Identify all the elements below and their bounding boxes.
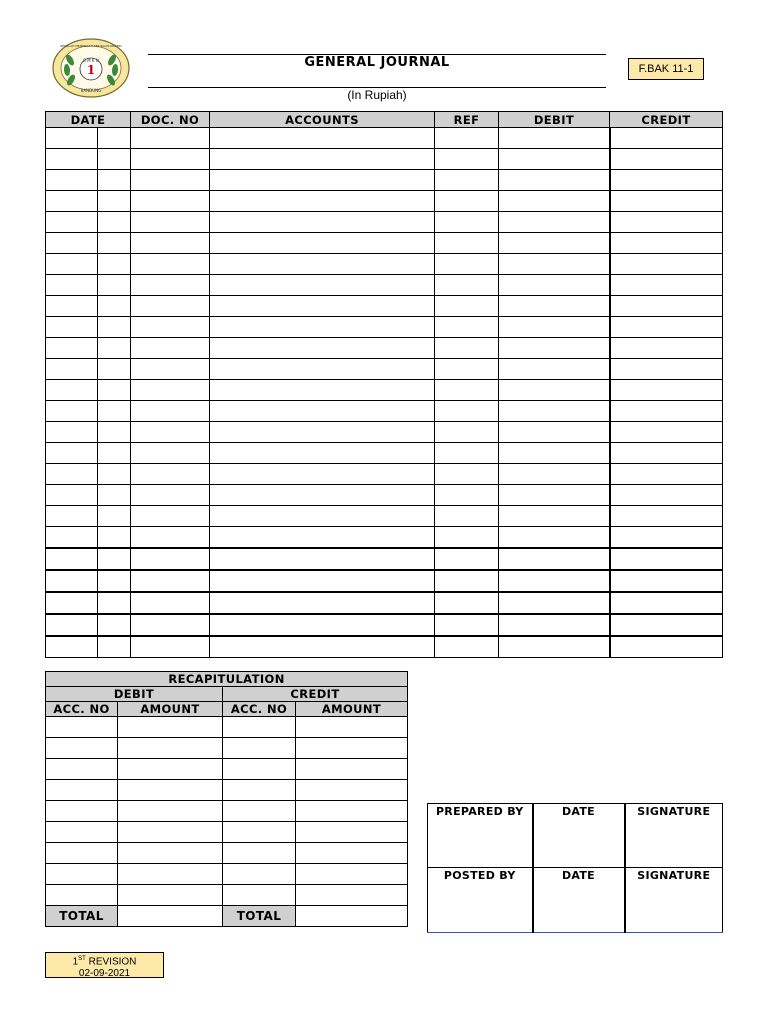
credit-cell[interactable] xyxy=(610,422,723,443)
accounts-cell[interactable] xyxy=(210,275,435,296)
ref-cell[interactable] xyxy=(435,548,499,570)
recap-credit-amount: AMOUNT xyxy=(296,702,408,717)
ref-cell[interactable] xyxy=(435,636,499,658)
doc-no-cell[interactable] xyxy=(131,191,210,212)
debit-amount-cell[interactable] xyxy=(118,864,223,885)
doc-no-cell[interactable] xyxy=(131,527,210,549)
accounts-cell[interactable] xyxy=(210,614,435,636)
journal-row xyxy=(46,275,723,296)
revision-number: 1 xyxy=(72,956,79,968)
debit-cell[interactable] xyxy=(499,570,610,592)
doc-no-cell[interactable] xyxy=(131,592,210,614)
logo-letters: S M K N xyxy=(83,58,99,63)
doc-no-cell[interactable] xyxy=(131,548,210,570)
credit-amount-cell[interactable] xyxy=(296,864,408,885)
ref-cell[interactable] xyxy=(435,464,499,485)
credit-cell[interactable] xyxy=(610,506,723,527)
col-date: DATE xyxy=(46,112,131,128)
doc-no-cell[interactable] xyxy=(131,506,210,527)
date-month-cell[interactable] xyxy=(98,614,131,636)
debit-amount-cell[interactable] xyxy=(118,759,223,780)
journal-row xyxy=(46,296,723,317)
accounts-cell[interactable] xyxy=(210,212,435,233)
doc-no-cell[interactable] xyxy=(131,485,210,506)
date-month-cell[interactable] xyxy=(98,338,131,359)
credit-cell[interactable] xyxy=(610,254,723,275)
journal-row xyxy=(46,464,723,485)
date-month-cell[interactable] xyxy=(98,443,131,464)
date-day-cell[interactable] xyxy=(46,401,98,422)
recap-table xyxy=(45,671,408,927)
ref-cell[interactable] xyxy=(435,212,499,233)
debit-amount-cell[interactable] xyxy=(118,738,223,759)
credit-cell[interactable] xyxy=(610,592,723,614)
date-month-cell[interactable] xyxy=(98,317,131,338)
credit-cell[interactable] xyxy=(610,296,723,317)
accounts-cell[interactable] xyxy=(210,401,435,422)
ref-cell[interactable] xyxy=(435,443,499,464)
accounts-cell[interactable] xyxy=(210,233,435,254)
debit-amount-cell[interactable] xyxy=(118,801,223,822)
recap-total-row xyxy=(46,906,408,927)
credit-acc-no-cell[interactable] xyxy=(223,738,296,759)
recap-row xyxy=(46,801,408,822)
ref-cell[interactable] xyxy=(435,380,499,401)
doc-no-cell[interactable] xyxy=(131,128,210,149)
journal-row xyxy=(46,149,723,170)
credit-acc-no-cell[interactable] xyxy=(223,885,296,906)
ref-cell[interactable] xyxy=(435,506,499,527)
date-day-cell[interactable] xyxy=(46,485,98,506)
date-day-cell[interactable] xyxy=(46,128,98,149)
ref-cell[interactable] xyxy=(435,275,499,296)
debit-acc-no-cell[interactable] xyxy=(46,759,118,780)
journal-row xyxy=(46,422,723,443)
date-month-cell[interactable] xyxy=(98,401,131,422)
debit-acc-no-cell[interactable] xyxy=(46,843,118,864)
journal-row xyxy=(46,485,723,506)
journal-row xyxy=(46,548,723,570)
recap-debit-header: DEBIT xyxy=(46,687,223,702)
date-month-cell[interactable] xyxy=(98,170,131,191)
credit-acc-no-cell[interactable] xyxy=(223,864,296,885)
debit-cell[interactable] xyxy=(499,212,610,233)
doc-no-cell[interactable] xyxy=(131,443,210,464)
accounts-cell[interactable] xyxy=(210,548,435,570)
doc-no-cell[interactable] xyxy=(131,317,210,338)
credit-acc-no-cell[interactable] xyxy=(223,759,296,780)
credit-cell[interactable] xyxy=(610,614,723,636)
date-day-cell[interactable] xyxy=(46,296,98,317)
recap-row xyxy=(46,717,408,738)
accounts-cell[interactable] xyxy=(210,338,435,359)
debit-cell[interactable] xyxy=(499,548,610,570)
recap-row xyxy=(46,843,408,864)
debit-cell[interactable] xyxy=(499,338,610,359)
col-credit: CREDIT xyxy=(610,112,723,128)
date-day-cell[interactable] xyxy=(46,548,98,570)
debit-acc-no-cell[interactable] xyxy=(46,801,118,822)
date-day-cell[interactable] xyxy=(46,212,98,233)
logo-number: 1 xyxy=(86,63,96,77)
revision-badge xyxy=(45,952,164,978)
credit-amount-cell[interactable] xyxy=(296,843,408,864)
credit-acc-no-cell[interactable] xyxy=(223,780,296,801)
recap-total-debit-cell[interactable] xyxy=(118,906,223,927)
debit-acc-no-cell[interactable] xyxy=(46,864,118,885)
journal-row xyxy=(46,191,723,212)
accounts-cell[interactable] xyxy=(210,191,435,212)
debit-cell[interactable] xyxy=(499,401,610,422)
debit-cell[interactable] xyxy=(499,296,610,317)
journal-row xyxy=(46,233,723,254)
journal-row xyxy=(46,506,723,527)
date-month-cell[interactable] xyxy=(98,380,131,401)
ref-cell[interactable] xyxy=(435,614,499,636)
ref-cell[interactable] xyxy=(435,254,499,275)
doc-no-cell[interactable] xyxy=(131,275,210,296)
recap-body xyxy=(46,717,408,906)
ref-cell[interactable] xyxy=(435,359,499,380)
ref-cell[interactable] xyxy=(435,149,499,170)
ref-cell[interactable] xyxy=(435,191,499,212)
journal-row xyxy=(46,401,723,422)
date-month-cell[interactable] xyxy=(98,359,131,380)
ref-cell[interactable] xyxy=(435,485,499,506)
date-month-cell[interactable] xyxy=(98,464,131,485)
debit-cell[interactable] xyxy=(499,527,610,549)
credit-amount-cell[interactable] xyxy=(296,759,408,780)
date-day-cell[interactable] xyxy=(46,338,98,359)
credit-acc-no-cell[interactable] xyxy=(223,822,296,843)
journal-row xyxy=(46,636,723,658)
credit-acc-no-cell[interactable] xyxy=(223,801,296,822)
debit-cell[interactable] xyxy=(499,128,610,149)
accounts-cell[interactable] xyxy=(210,485,435,506)
date-day-cell[interactable] xyxy=(46,359,98,380)
debit-acc-no-cell[interactable] xyxy=(46,822,118,843)
journal-body xyxy=(46,128,723,658)
accounts-cell[interactable] xyxy=(210,317,435,338)
journal-row xyxy=(46,317,723,338)
debit-amount-cell[interactable] xyxy=(118,843,223,864)
date-month-cell[interactable] xyxy=(98,191,131,212)
posted-by-label: POSTED BY xyxy=(428,868,533,933)
doc-no-cell[interactable] xyxy=(131,636,210,658)
accounts-cell[interactable] xyxy=(210,254,435,275)
credit-amount-cell[interactable] xyxy=(296,885,408,906)
date-month-cell[interactable] xyxy=(98,485,131,506)
doc-no-cell[interactable] xyxy=(131,614,210,636)
credit-amount-cell[interactable] xyxy=(296,780,408,801)
ref-cell[interactable] xyxy=(435,401,499,422)
date-month-cell[interactable] xyxy=(98,506,131,527)
ref-cell[interactable] xyxy=(435,592,499,614)
journal-row xyxy=(46,212,723,233)
date-day-cell[interactable] xyxy=(46,380,98,401)
date-day-cell[interactable] xyxy=(46,506,98,527)
doc-no-cell[interactable] xyxy=(131,149,210,170)
accounts-cell[interactable] xyxy=(210,506,435,527)
recap-row xyxy=(46,759,408,780)
date-day-cell[interactable] xyxy=(46,191,98,212)
recap-row xyxy=(46,885,408,906)
date-month-cell[interactable] xyxy=(98,233,131,254)
accounts-cell[interactable] xyxy=(210,149,435,170)
credit-cell[interactable] xyxy=(610,527,723,549)
credit-cell[interactable] xyxy=(610,317,723,338)
revision-suffix: ST xyxy=(78,956,86,962)
debit-cell[interactable] xyxy=(499,317,610,338)
ref-cell[interactable] xyxy=(435,527,499,549)
recap-row xyxy=(46,738,408,759)
col-ref: REF xyxy=(435,112,499,128)
doc-no-cell[interactable] xyxy=(131,254,210,275)
debit-cell[interactable] xyxy=(499,506,610,527)
journal-table xyxy=(45,111,723,658)
accounts-cell[interactable] xyxy=(210,170,435,191)
doc-no-cell[interactable] xyxy=(131,401,210,422)
debit-cell[interactable] xyxy=(499,485,610,506)
journal-row xyxy=(46,527,723,549)
journal-row xyxy=(46,570,723,592)
debit-cell[interactable] xyxy=(499,149,610,170)
journal-row xyxy=(46,380,723,401)
doc-no-cell[interactable] xyxy=(131,233,210,254)
date-month-cell[interactable] xyxy=(98,548,131,570)
doc-no-cell[interactable] xyxy=(131,570,210,592)
prepared-by-label: PREPARED BY xyxy=(428,804,533,868)
date-day-cell[interactable] xyxy=(46,254,98,275)
date-day-cell[interactable] xyxy=(46,527,98,549)
accounts-cell[interactable] xyxy=(210,636,435,658)
date-day-cell[interactable] xyxy=(46,464,98,485)
date-day-cell[interactable] xyxy=(46,592,98,614)
recap-total-label-credit: TOTAL xyxy=(223,906,296,927)
accounts-cell[interactable] xyxy=(210,592,435,614)
ref-cell[interactable] xyxy=(435,317,499,338)
journal-row xyxy=(46,254,723,275)
doc-no-cell[interactable] xyxy=(131,338,210,359)
debit-acc-no-cell[interactable] xyxy=(46,885,118,906)
debit-cell[interactable] xyxy=(499,443,610,464)
posted-signature-label: SIGNATURE xyxy=(625,868,723,933)
date-month-cell[interactable] xyxy=(98,527,131,549)
credit-cell[interactable] xyxy=(610,212,723,233)
debit-cell[interactable] xyxy=(499,464,610,485)
doc-no-cell[interactable] xyxy=(131,170,210,191)
date-day-cell[interactable] xyxy=(46,443,98,464)
page-title: GENERAL JOURNAL xyxy=(304,55,450,70)
date-day-cell[interactable] xyxy=(46,275,98,296)
ref-cell[interactable] xyxy=(435,338,499,359)
date-month-cell[interactable] xyxy=(98,422,131,443)
prepared-date-label: DATE xyxy=(533,804,625,868)
debit-cell[interactable] xyxy=(499,592,610,614)
credit-amount-cell[interactable] xyxy=(296,801,408,822)
date-month-cell[interactable] xyxy=(98,296,131,317)
doc-no-cell[interactable] xyxy=(131,464,210,485)
recap-credit-header: CREDIT xyxy=(223,687,408,702)
form-code-badge: F.BAK 11-1 xyxy=(628,58,704,80)
ref-cell[interactable] xyxy=(435,170,499,191)
recap-total-label-debit: TOTAL xyxy=(46,906,118,927)
journal-row xyxy=(46,359,723,380)
recap-row xyxy=(46,780,408,801)
revision-label: REVISION xyxy=(88,956,137,968)
ref-cell[interactable] xyxy=(435,422,499,443)
journal-row xyxy=(46,614,723,636)
accounts-cell[interactable] xyxy=(210,527,435,549)
logo-ring-text: SEKOLAH MENENGAH KEJURUAN NEGERI xyxy=(60,44,122,48)
accounts-cell[interactable] xyxy=(210,359,435,380)
credit-cell[interactable] xyxy=(610,170,723,191)
date-day-cell[interactable] xyxy=(46,570,98,592)
recap-debit-amount: AMOUNT xyxy=(118,702,223,717)
credit-cell[interactable] xyxy=(610,401,723,422)
doc-no-cell[interactable] xyxy=(131,359,210,380)
credit-cell[interactable] xyxy=(610,359,723,380)
debit-cell[interactable] xyxy=(499,233,610,254)
credit-acc-no-cell[interactable] xyxy=(223,717,296,738)
debit-cell[interactable] xyxy=(499,614,610,636)
credit-cell[interactable] xyxy=(610,464,723,485)
credit-cell[interactable] xyxy=(610,338,723,359)
currency-note: (In Rupiah) xyxy=(347,88,407,102)
journal-row xyxy=(46,128,723,149)
debit-cell[interactable] xyxy=(499,380,610,401)
debit-cell[interactable] xyxy=(499,636,610,658)
date-month-cell[interactable] xyxy=(98,570,131,592)
credit-cell[interactable] xyxy=(610,570,723,592)
ref-cell[interactable] xyxy=(435,570,499,592)
credit-acc-no-cell[interactable] xyxy=(223,843,296,864)
credit-cell[interactable] xyxy=(610,233,723,254)
signature-block xyxy=(427,803,723,933)
accounts-cell[interactable] xyxy=(210,464,435,485)
credit-cell[interactable] xyxy=(610,548,723,570)
accounts-cell[interactable] xyxy=(210,443,435,464)
ref-cell[interactable] xyxy=(435,128,499,149)
date-month-cell[interactable] xyxy=(98,149,131,170)
date-day-cell[interactable] xyxy=(46,614,98,636)
credit-amount-cell[interactable] xyxy=(296,822,408,843)
credit-amount-cell[interactable] xyxy=(296,717,408,738)
debit-acc-no-cell[interactable] xyxy=(46,717,118,738)
accounts-cell[interactable] xyxy=(210,422,435,443)
accounts-cell[interactable] xyxy=(210,296,435,317)
date-day-cell[interactable] xyxy=(46,233,98,254)
accounts-cell[interactable] xyxy=(210,128,435,149)
debit-amount-cell[interactable] xyxy=(118,822,223,843)
debit-cell[interactable] xyxy=(499,191,610,212)
date-month-cell[interactable] xyxy=(98,636,131,658)
doc-no-cell[interactable] xyxy=(131,212,210,233)
credit-cell[interactable] xyxy=(610,275,723,296)
doc-no-cell[interactable] xyxy=(131,380,210,401)
date-month-cell[interactable] xyxy=(98,592,131,614)
debit-acc-no-cell[interactable] xyxy=(46,780,118,801)
debit-cell[interactable] xyxy=(499,254,610,275)
doc-no-cell[interactable] xyxy=(131,422,210,443)
credit-cell[interactable] xyxy=(610,149,723,170)
date-month-cell[interactable] xyxy=(98,212,131,233)
col-accounts: ACCOUNTS xyxy=(210,112,435,128)
recap-row xyxy=(46,864,408,885)
debit-cell[interactable] xyxy=(499,359,610,380)
date-month-cell[interactable] xyxy=(98,275,131,296)
journal-row xyxy=(46,338,723,359)
date-day-cell[interactable] xyxy=(46,170,98,191)
date-day-cell[interactable] xyxy=(46,636,98,658)
credit-cell[interactable] xyxy=(610,443,723,464)
ref-cell[interactable] xyxy=(435,233,499,254)
journal-row xyxy=(46,443,723,464)
logo-city: BANDUNG xyxy=(80,88,102,93)
ref-cell[interactable] xyxy=(435,296,499,317)
credit-cell[interactable] xyxy=(610,191,723,212)
credit-cell[interactable] xyxy=(610,128,723,149)
journal-row xyxy=(46,170,723,191)
date-day-cell[interactable] xyxy=(46,317,98,338)
debit-amount-cell[interactable] xyxy=(118,717,223,738)
revision-date: 02-09-2021 xyxy=(78,968,131,980)
credit-cell[interactable] xyxy=(610,380,723,401)
recap-debit-acc-no: ACC. NO xyxy=(46,702,118,717)
credit-cell[interactable] xyxy=(610,485,723,506)
journal-header-row xyxy=(46,112,723,128)
doc-no-cell[interactable] xyxy=(131,296,210,317)
recap-title: RECAPITULATION xyxy=(46,672,408,687)
credit-cell[interactable] xyxy=(610,636,723,658)
recap-total-credit-cell[interactable] xyxy=(296,906,408,927)
col-doc-no: DOC. NO xyxy=(131,112,210,128)
accounts-cell[interactable] xyxy=(210,570,435,592)
debit-amount-cell[interactable] xyxy=(118,780,223,801)
col-debit: DEBIT xyxy=(499,112,610,128)
date-day-cell[interactable] xyxy=(46,422,98,443)
debit-cell[interactable] xyxy=(499,275,610,296)
recap-row xyxy=(46,822,408,843)
school-logo xyxy=(52,38,130,98)
debit-amount-cell[interactable] xyxy=(118,885,223,906)
credit-amount-cell[interactable] xyxy=(296,738,408,759)
date-day-cell[interactable] xyxy=(46,149,98,170)
recap-credit-acc-no: ACC. NO xyxy=(223,702,296,717)
debit-acc-no-cell[interactable] xyxy=(46,738,118,759)
posted-date-label: DATE xyxy=(533,868,625,933)
journal-row xyxy=(46,592,723,614)
date-month-cell[interactable] xyxy=(98,254,131,275)
debit-cell[interactable] xyxy=(499,422,610,443)
accounts-cell[interactable] xyxy=(210,380,435,401)
prepared-signature-label: SIGNATURE xyxy=(625,804,723,868)
date-month-cell[interactable] xyxy=(98,128,131,149)
debit-cell[interactable] xyxy=(499,170,610,191)
